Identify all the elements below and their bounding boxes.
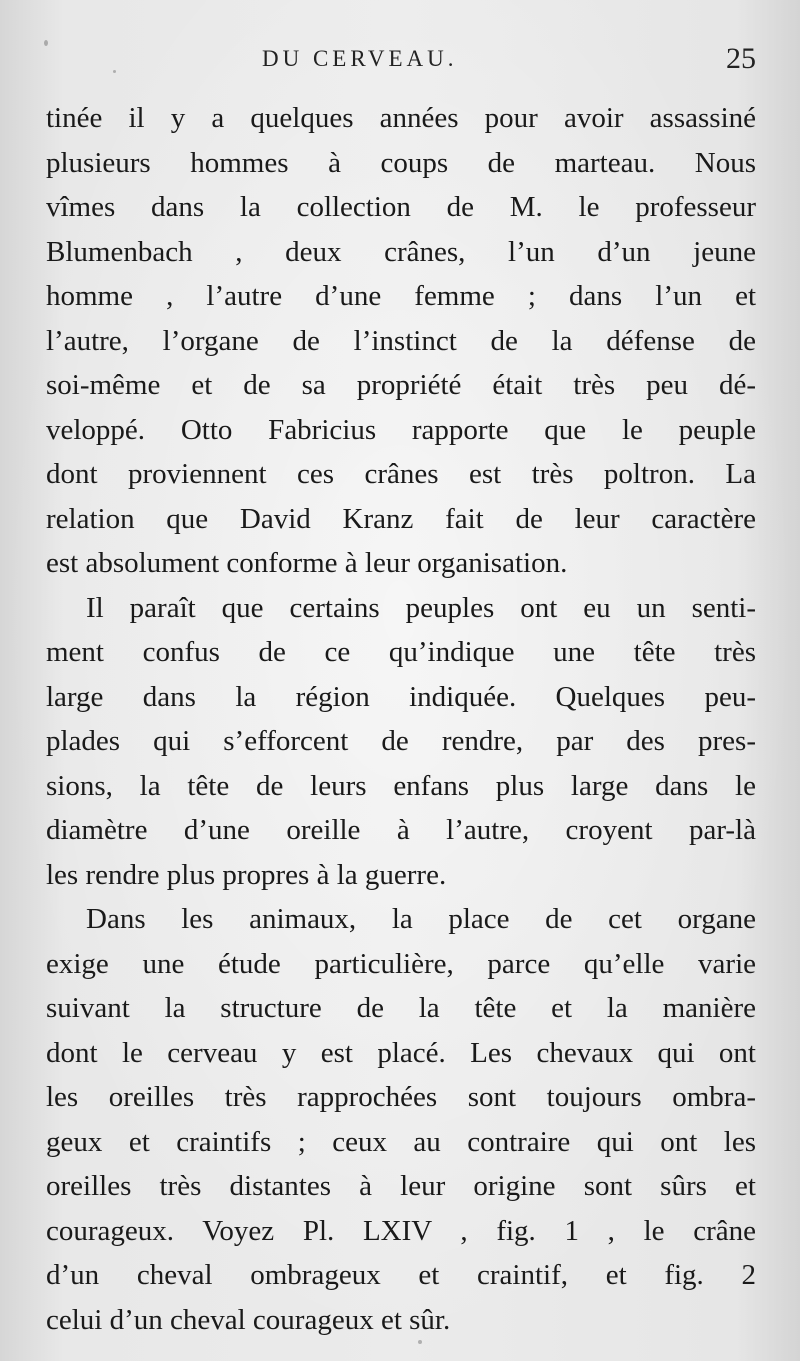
page-number: 25 xyxy=(726,42,756,75)
text-line: geux et craintifs ; ceux au contraire qui ont les xyxy=(46,1125,756,1158)
text-line: Dans les animaux, la place de cet organe xyxy=(86,903,756,935)
text-line: vîmes dans la collection de M. le professeur xyxy=(46,191,756,223)
text-line: est absolument conforme à leur organisation. xyxy=(46,547,568,579)
text-line: oreilles très distantes à leur origine sont sûrs et xyxy=(46,1170,756,1202)
text-line: suivant la structure de la tête et la manière xyxy=(46,992,756,1024)
text-line: l’autre, l’organe de l’instinct de la défense de xyxy=(46,324,756,357)
text-line: dont proviennent ces crânes est très poltron. La xyxy=(46,458,756,490)
text-line: soi-même et de sa propriété était très peu dé- xyxy=(46,369,756,401)
text-line: Il paraît que certains peuples ont eu un senti- xyxy=(86,591,756,624)
text-line: tinée il y a quelques années pour avoir assassiné xyxy=(46,102,756,134)
text-line: les oreilles très rapprochées sont toujours ombra- xyxy=(46,1081,756,1113)
text-line: plades qui s’efforcent de rendre, par des pres- xyxy=(46,725,756,757)
text-line: exige une étude particulière, parce qu’elle varie xyxy=(46,947,756,980)
text-line: dont le cerveau y est placé. Les chevaux qui ont xyxy=(46,1036,756,1069)
text-line: plusieurs hommes à coups de marteau. Nous xyxy=(46,146,756,179)
text-line: relation que David Kranz fait de leur caractère xyxy=(46,502,756,535)
body-text xyxy=(46,96,756,1342)
text-line: courageux. Voyez Pl. LXIV , fig. 1 , le crâne xyxy=(46,1214,756,1247)
text-line: celui d’un cheval courageux et sûr. xyxy=(46,1303,451,1336)
text-line: sions, la tête de leurs enfans plus large dans le xyxy=(46,769,756,802)
text-line: large dans la région indiquée. Quelques peu- xyxy=(46,680,756,713)
running-title: DU CERVEAU. xyxy=(262,46,458,71)
text-line: les rendre plus propres à la guerre. xyxy=(46,858,447,891)
text-line: Blumenbach , deux crânes, l’un d’un jeune xyxy=(46,235,756,268)
text-line: homme , l’autre d’une femme ; dans l’un et xyxy=(46,280,756,312)
paragraph xyxy=(46,96,756,586)
text-line: diamètre d’une oreille à l’autre, croyent par-là xyxy=(46,814,756,846)
paragraph xyxy=(46,897,756,1342)
paragraph xyxy=(46,586,756,898)
running-head xyxy=(0,42,800,82)
text-line: d’un cheval ombrageux et craintif, et fig. 2 xyxy=(46,1259,756,1291)
text-line: ment confus de ce qu’indique une tête très xyxy=(46,636,756,668)
text-line: veloppé. Otto Fabricius rapporte que le peuple xyxy=(46,413,756,446)
